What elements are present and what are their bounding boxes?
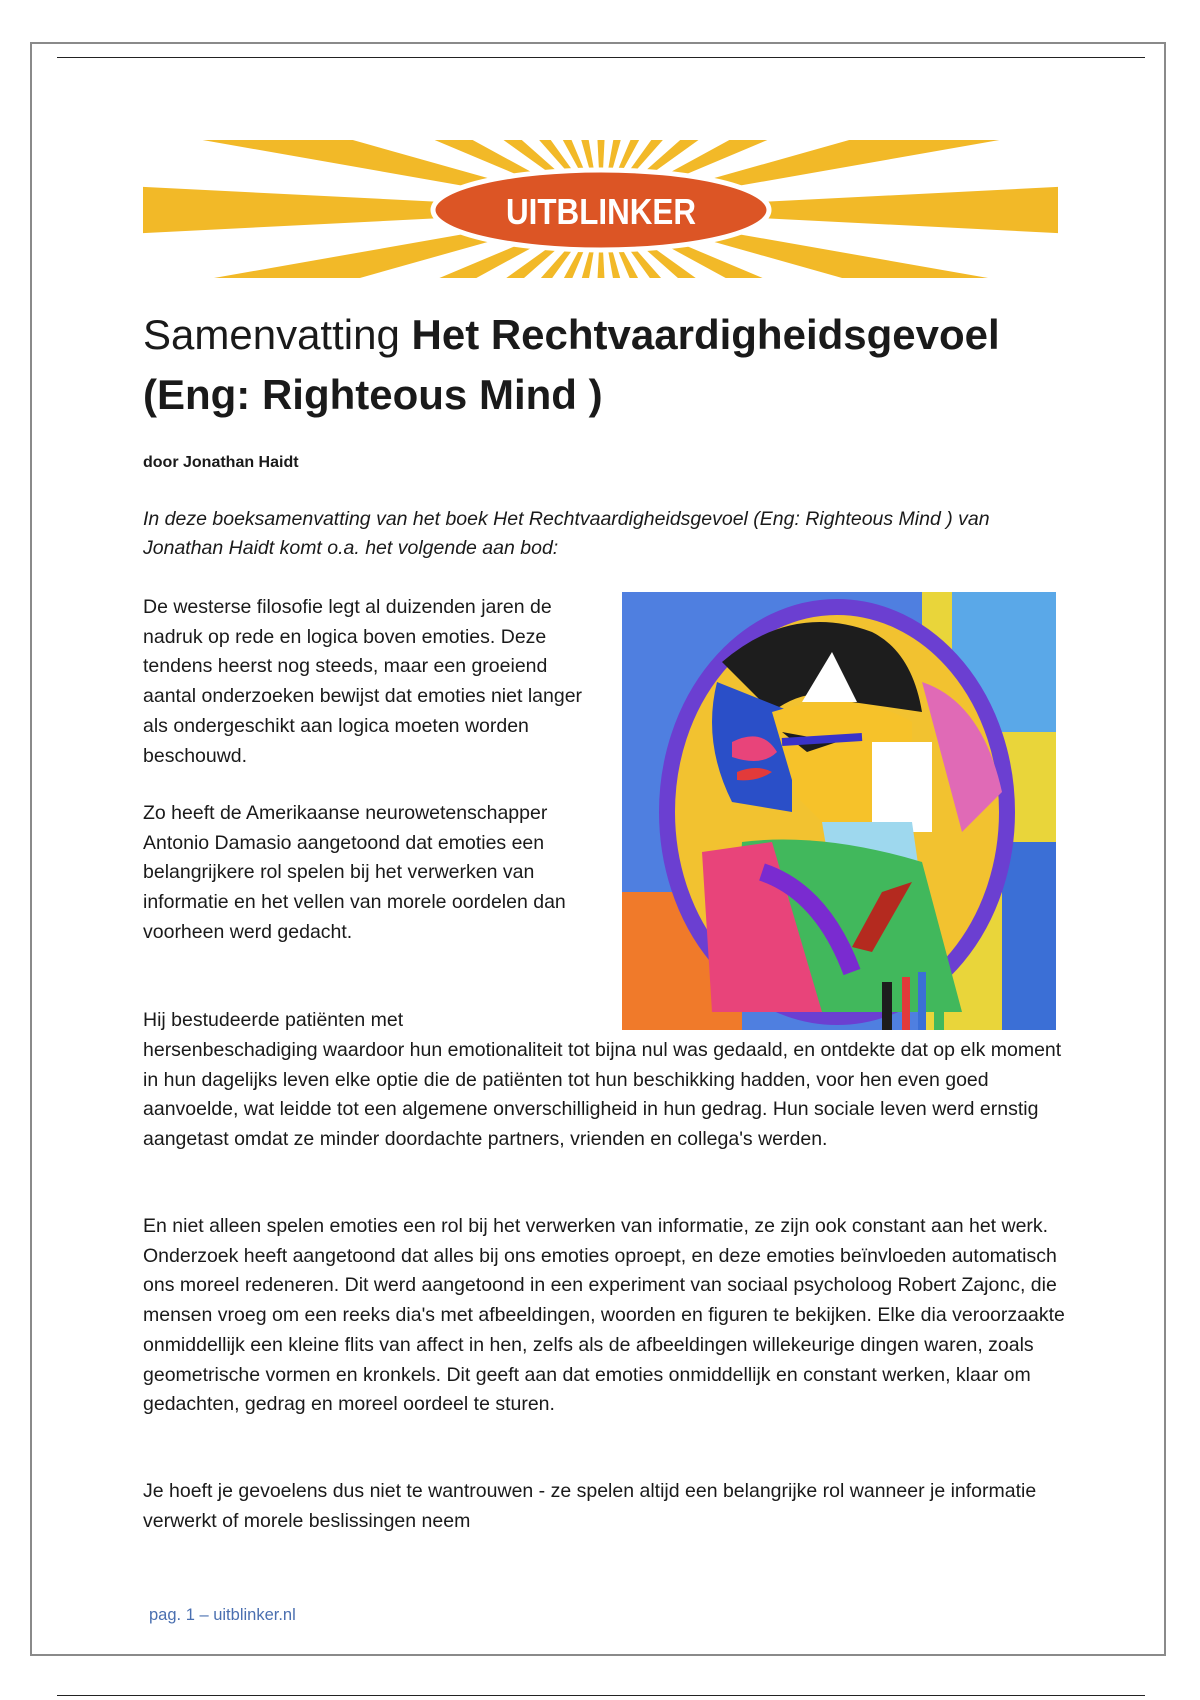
bottom-rule <box>57 1695 1145 1696</box>
paragraph-3-rest: hersenbeschadiging waardoor hun emotionaliteit tot bijna nul was gedaald, en ontdekte dat op elk moment in hun dagelijks leven elke optie die de patiënten tot hun beschikking hadden, voor hen even goed aanvoelde, wat leidde tot een algemene onverschilligheid in hun gedrag. Hun sociale leven werd ernstig aangetast omdat ze minder doordachte partners, vrienden en collega's werden. <box>143 1039 1062 1151</box>
abstract-portrait-illustration <box>622 592 1056 1030</box>
paragraph-2: Zo heeft de Amerikaanse neurowetenschapper Antonio Damasio aangetoond dat emoties een belangrijkere rol spelen bij het verwerken van informatie en het vellen van morele oordelen dan voorheen werd gedacht. <box>143 802 566 943</box>
author-line: door Jonathan Haidt <box>143 454 299 471</box>
top-rule <box>57 57 1145 58</box>
paragraph-3-first-line: Hij bestudeerde patiënten met <box>143 1009 404 1031</box>
paragraph-4: En niet alleen spelen emoties een rol bij het verwerken van informatie, ze zijn ook constant aan het werk. Onderzoek heeft aangetoond dat alles bij ons emoties oproept, en deze emoties beïnvloeden automatisch ons moreel redeneren. Dit werd aangetoond in een experiment van sociaal psycholoog Robert Zajonc, die mensen vroeg om een reeks dia's met afbeeldingen, woorden en figuren te bekijken. Elke dia veroorzaakte onmiddellijk een kleine flits van affect in hen, zelfs als de afbeeldingen willekeurige dingen waren, zoals geometrische vormen en kronkels. Dit geeft aan dat emoties onmiddellijk en constant werken, klaar om gedachten, gedrag en moreel oordeel te sturen. <box>143 1215 1065 1416</box>
page-title: Samenvatting Het Rechtvaardigheidsgevoel (Eng: Righteous Mind ) <box>143 311 1000 418</box>
page-footer: pag. 1 – uitblinker.nl <box>149 1606 296 1624</box>
brand-logo-text: UITBLINKER <box>506 191 696 232</box>
paragraph-1: De westerse filosofie legt al duizenden jaren de nadruk op rede en logica boven emoties. Deze tendens heerst nog steeds, maar een groeiend aantal onderzoeken bewijst dat emoties niet langer als ondergeschikt aan logica moeten worden beschouwd. <box>143 596 583 767</box>
paragraph-5: Je hoeft je gevoelens dus niet te wantrouwen - ze spelen altijd een belangrijke rol wanneer je informatie verwerkt of morele beslissingen neem <box>143 1480 1037 1532</box>
intro-text: In deze boeksamenvatting van het boek Het Rechtvaardigheidsgevoel (Eng: Righteous Mind ) van Jonathan Haidt komt o.a. het volgende aan bod: <box>143 508 990 559</box>
uitblinker-banner <box>143 140 1058 278</box>
